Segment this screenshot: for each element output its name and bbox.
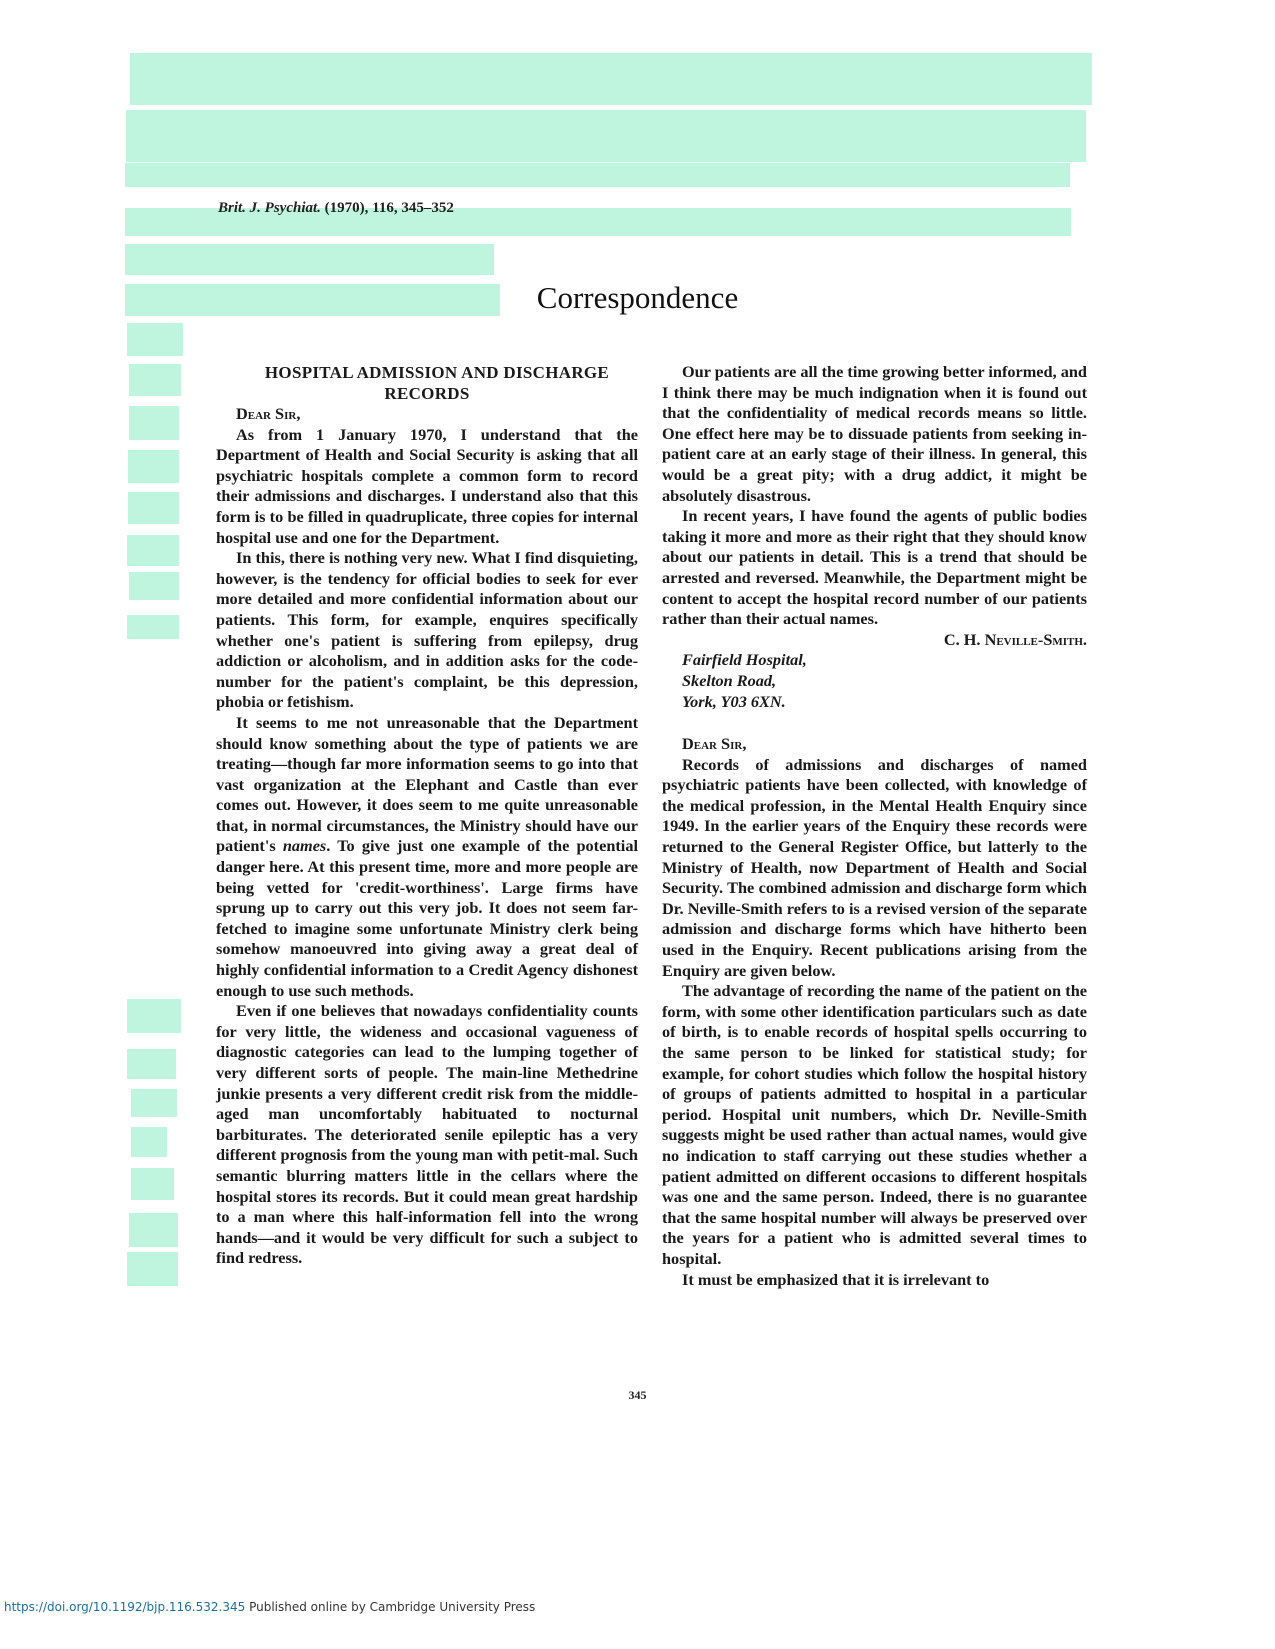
redaction-block [130, 53, 1092, 105]
address-line: Skelton Road, [682, 670, 777, 690]
paragraph: In recent years, I have found the agents of public bodies taking it more and more as their right that they should know about our patients in detail. This is a trend that should be arrested and reversed. Meanwhile, the Department might be content to accept the hospital record number of our patients rather than their actual names. [662, 506, 1087, 629]
doi-link[interactable]: https://doi.org/10.1192/bjp.116.532.345 [4, 1600, 246, 1614]
paragraph: It must be emphasized that it is irrelevant to [682, 1269, 990, 1289]
redaction-block [131, 1089, 177, 1117]
salutation: Dear Sir, [682, 734, 747, 754]
signature: C. H. Neville-Smith. [943, 629, 1087, 649]
paragraph-text: It seems to me not unreasonable that the Department should know something about the type of patients we are treating—though far more information seems to go into that vast organization at the Elephant and Castle than ever comes out. However, it does seem to me quite unreasonable that, in normal circumstances, the Ministry should have our patient's [216, 712, 638, 856]
redaction-block [125, 163, 1070, 187]
address-line: York, Y03 6XN. [682, 691, 786, 711]
footer [4, 1600, 535, 1614]
paragraph: As from 1 January 1970, I understand that the Department of Health and Social Security is asking that all psychiatric hospitals complete a common form to record their admissions and discharges. I understand also that this form is to be filled in quadruplicate, three copies for internal hospital use and one for the Department. [216, 424, 638, 547]
salutation: Dear Sir, [236, 404, 301, 423]
redaction-block [127, 323, 183, 356]
paragraph: The advantage of recording the name of the patient on the form, with some other identification particulars such as date of birth, is to enable records of hospital spells occurring to the same person to be linked for statistical study; for example, for cohort studies which follow the hospital history of groups of patients admitted to hospital in a particular period. Hospital unit numbers, which Dr. Neville-Smith suggests might be used rather than actual names, would give no indication to staff carrying out these studies whether a patient admitted on different occasions to different hospitals was one and the same person. Indeed, there is no guarantee that the same hospital number will always be preserved over the years for a patient who is admitted several times to hospital. [662, 981, 1087, 1268]
redaction-block [129, 406, 179, 440]
redaction-block [131, 1127, 167, 1157]
publisher-note: Published online by Cambridge University Press [249, 1600, 536, 1614]
address [662, 650, 1087, 712]
redaction-block [128, 450, 179, 483]
redaction-block [127, 1049, 176, 1079]
paragraph: In this, there is nothing very new. What I find disquieting, however, is the tendency for official bodies to seek for ever more detailed and more confidential information about our patients. This form, for example, enquires specifically whether one's patient is suffering from epilepsy, drug addiction or alcoholism, and in addition asks for the code-number for the patient's complaint, be this depression, phobia or fetishism. [216, 548, 638, 712]
right-column [662, 362, 1087, 1290]
paragraph-text: . To give just one example of the potential danger here. At this present time, more and more people are being vetted for 'credit-worthiness'. Large firms have sprung up to carry out this very job. It does not seem far-fetched to imagine some unfortunate Ministry clerk being somehow manoeuvred into giving away a great deal of highly confidential information to a Credit Agency dishonest enough to use such methods. [216, 836, 638, 1000]
section-title: Correspondence [536, 280, 739, 315]
left-column [216, 362, 638, 1269]
paragraph: Records of admissions and discharges of named psychiatric patients have been collected, with knowledge of the medical profession, in the Mental Health Enquiry since 1949. In the earlier years of the Enquiry these records were returned to the General Register Office, but latterly to the Ministry of Health, now Department of Health and Social Security. The combined admission and discharge form which Dr. Neville-Smith refers to is a revised version of the separate admission and discharge forms which have hitherto been used in the Enquiry. Recent publications arising from the Enquiry are given below. [662, 754, 1087, 980]
redaction-block [127, 535, 179, 566]
redaction-block [127, 999, 181, 1033]
address-line: Fairfield Hospital, [682, 650, 807, 670]
redaction-block [129, 1213, 178, 1247]
redaction-block [129, 364, 181, 396]
redaction-block [126, 110, 1086, 162]
redaction-block [125, 244, 494, 275]
paragraph: Our patients are all the time growing better informed, and I think there may be much indignation when it is found out that the confidentiality of medical records means so little. One effect here may be to dissuade patients from seeking in-patient care at an early stage of their illness. In general, this would be a great pity; with a drug addict, it might be absolutely disastrous. [662, 362, 1087, 505]
redaction-block [129, 572, 179, 600]
paragraph [216, 713, 638, 1001]
redaction-block [131, 1168, 174, 1200]
letter-heading: HOSPITAL ADMISSION AND DISCHARGE RECORDS [264, 363, 610, 403]
journal-name: Brit. J. Psychiat. [218, 200, 321, 216]
paragraph: Even if one believes that nowadays confidentiality counts for very little, the wideness and occasional vagueness of diagnostic categories can lead to the lumping together of very different sorts of people. The main-line Methedrine junkie presents a very different credit risk from the middle-aged man uncomfortably habituated to nocturnal barbiturates. The deteriorated senile epileptic has a very different prognosis from the young man with petit-mal. Such semantic blurring matters little in the cellars where the hospital stores its records. But it could mean great hardship to a man where this half-information fell into the wrong hands—and it would be very difficult for such a subject to find redress. [216, 1001, 638, 1268]
citation-details: (1970), 116, 345–352 [324, 200, 454, 216]
redaction-block [127, 1252, 178, 1286]
redaction-block [128, 492, 179, 524]
redaction-block [127, 615, 179, 639]
emphasis-text: names [282, 836, 327, 856]
journal-citation [218, 200, 454, 217]
page-number: 345 [628, 1388, 647, 1402]
